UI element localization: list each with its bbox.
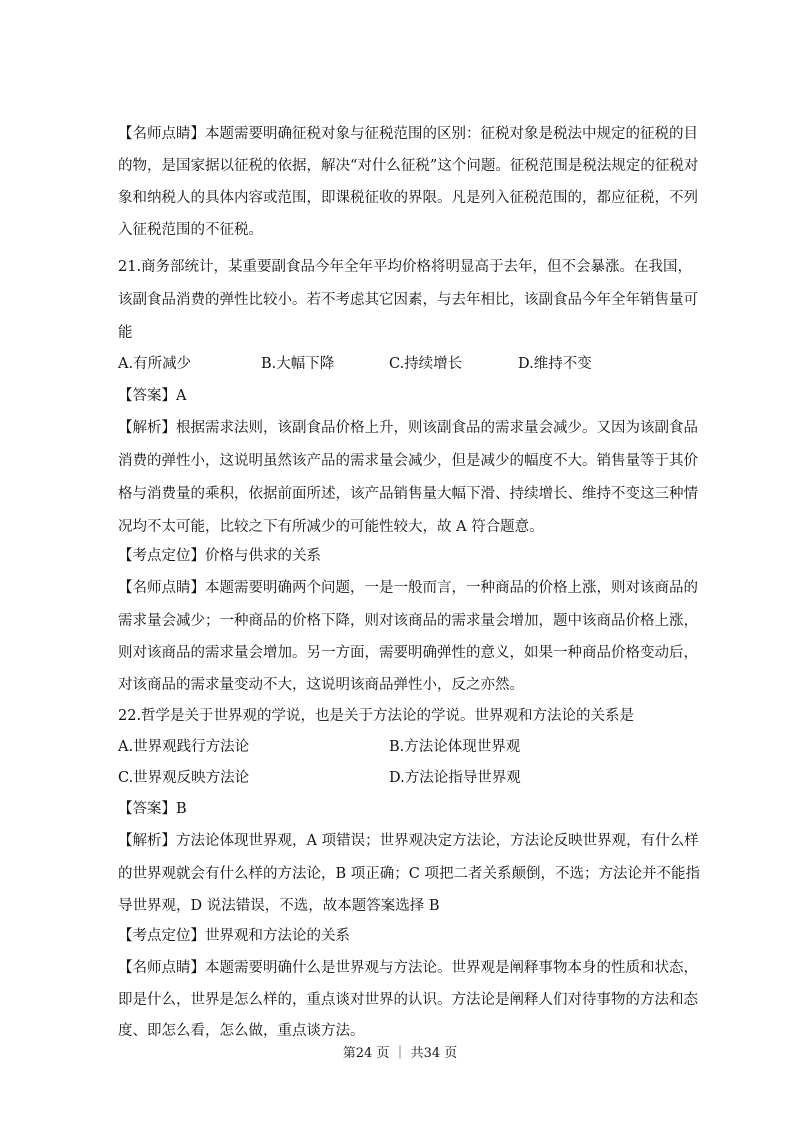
analysis-line: 况均不太可能，比较之下有所减少的可能性较大，故 A 符合题意。 bbox=[118, 519, 544, 535]
paragraph-line: 【名师点睛】本题需要明确征税对象与征税范围的区别：征税对象是税法中规定的征税的目 bbox=[118, 126, 698, 142]
teacher-comment-line: 即是什么，世界是怎么样的，重点谈对世界的认识。方法论是阐释人们对待事物的方法和态 bbox=[118, 992, 698, 1008]
q21-option-b: B.大幅下降 bbox=[261, 356, 335, 372]
teacher-comment-line: 需求量会减少；一种商品的价格下降，则对该商品的需求量会增加，题中该商品价格上涨， bbox=[118, 613, 698, 629]
paragraph-line: 的物，是国家据以征税的依据，解决“对什么征税”这个问题。征税范围是税法规定的征税对 bbox=[118, 158, 699, 174]
q21-option-d: D.维持不变 bbox=[518, 356, 592, 372]
analysis-line: 导世界观，D 说法错误，不选，故本题答案选择 B bbox=[118, 898, 440, 914]
paragraph-line: 入征税范围的不征税。 bbox=[118, 222, 263, 238]
teacher-comment-line: 【名师点睛】本题需要明确什么是世界观与方法论。世界观是阐释事物本身的性质和状态， bbox=[118, 960, 698, 976]
question-21-line: 21.商务部统计，某重要副食品今年全年平均价格将明显高于去年，但不会暴涨。在我国， bbox=[118, 259, 693, 275]
question-21-line: 能 bbox=[118, 325, 133, 341]
knowledge-point: 【考点定位】价格与供求的关系 bbox=[118, 548, 321, 564]
analysis-line: 格与消费量的乘积，依据前面所述，该产品销售量大幅下滑、持续增长、维持不变这三种情 bbox=[118, 486, 698, 502]
q22-option-b: B.方法论体现世界观 bbox=[389, 739, 521, 755]
analysis-line: 消费的弹性小，这说明虽然该产品的需求量会减少，但是减少的幅度不大。销售量等于其价 bbox=[118, 453, 698, 469]
teacher-comment-line: 度、即怎么看，怎么做，重点谈方法。 bbox=[118, 1023, 365, 1039]
q21-option-a: A.有所减少 bbox=[118, 356, 192, 372]
analysis-line: 【解析】方法论体现世界观，A 项错误；世界观决定方法论，方法论反映世界观，有什么样 bbox=[118, 833, 699, 849]
teacher-comment-line: 对该商品的需求量变动不大，这说明该商品弹性小，反之亦然。 bbox=[118, 677, 524, 693]
q22-option-c: C.世界观反映方法论 bbox=[118, 770, 250, 786]
paragraph-line: 象和纳税人的具体内容或范围，即课税征收的界限。凡是列入征税范围的，都应征税，不列 bbox=[118, 190, 698, 206]
question-22-line: 22.哲学是关于世界观的学说，也是关于方法论的学说。世界观和方法论的关系是 bbox=[118, 708, 635, 724]
analysis-line: 【解析】根据需求法则，该副食品价格上升，则该副食品的需求量会减少。又因为该副食品 bbox=[118, 420, 698, 436]
q22-option-d: D.方法论指导世界观 bbox=[389, 770, 521, 786]
teacher-comment-line: 【名师点睛】本题需要明确两个问题，一是一般而言，一种商品的价格上涨，则对该商品的 bbox=[118, 580, 698, 596]
page-footer: 第24 页 ｜ 共34 页 bbox=[342, 1046, 458, 1061]
analysis-line: 的世界观就会有什么样的方法论，B 项正确；C 项把二者关系颠倒，不选；方法论并不能指 bbox=[118, 866, 700, 882]
answer-label: 【答案】A bbox=[118, 388, 187, 404]
knowledge-point: 【考点定位】世界观和方法论的关系 bbox=[118, 928, 350, 944]
answer-label: 【答案】B bbox=[118, 801, 187, 817]
teacher-comment-line: 则对该商品的需求量会增加。另一方面，需要明确弹性的意义，如果一种商品价格变动后， bbox=[118, 645, 698, 661]
q21-option-c: C.持续增长 bbox=[389, 356, 463, 372]
q22-option-a: A.世界观践行方法论 bbox=[118, 739, 250, 755]
question-21-line: 该副食品消费的弹性比较小。若不考虑其它因素，与去年相比，该副食品今年全年销售量可 bbox=[118, 292, 698, 308]
